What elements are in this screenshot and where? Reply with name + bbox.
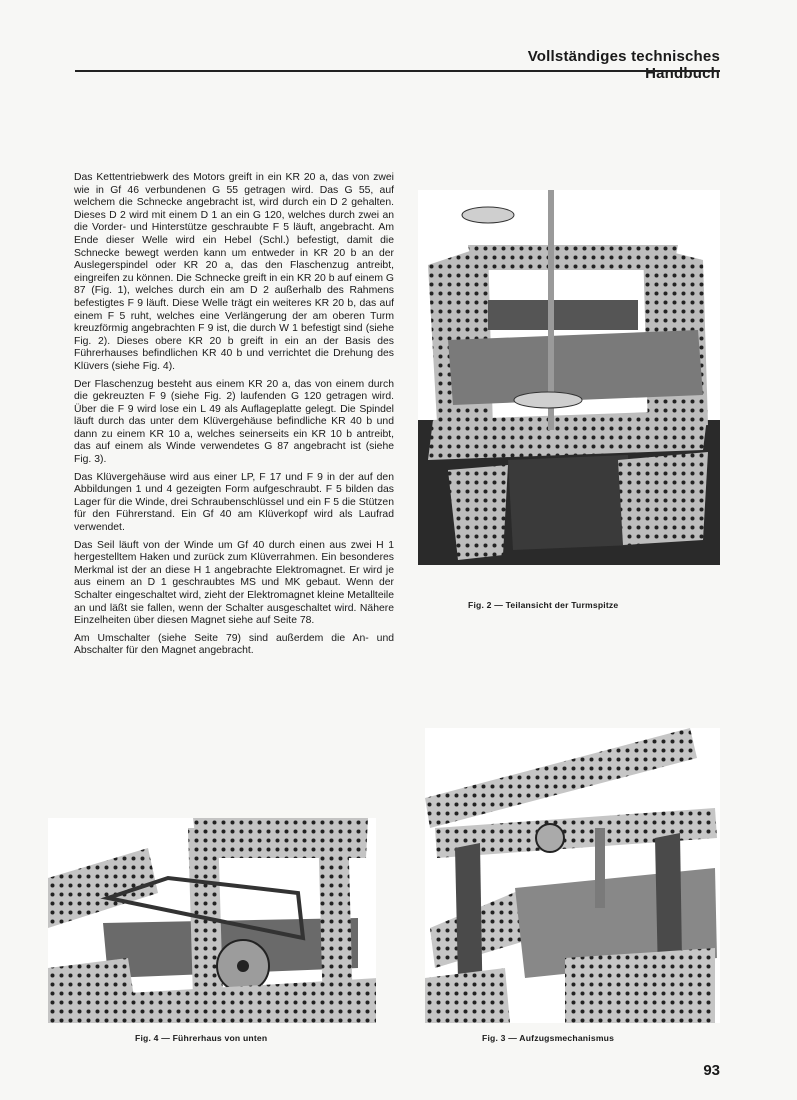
fig4-photo	[48, 818, 376, 1023]
fig3-photo	[425, 728, 720, 1023]
fig4-caption: Fig. 4 — Führerhaus von unten	[135, 1033, 268, 1043]
page-number: 93	[703, 1062, 720, 1079]
header-rule	[75, 70, 720, 72]
paragraph-4: Das Seil läuft von der Winde um Gf 40 durch einen aus zwei H 1 hergestelltem Haken und zurück zum Klüverrahmen. Ein besonderes Merkmal ist der an diese H 1 angebrachte Elektromagnet. Er wird je aus einem an D 1 geschraubtes MS und MK gebaut. Wenn der Schalter eingeschaltet wird, zieht der Elektromagnet kleine Metallteile an und läßt sie fallen, wenn der Schalter ausgeschaltet wird. Nähere Einzelheiten über diesen Magnet siehe auf Seite 78.	[74, 539, 394, 627]
paragraph-5: Am Umschalter (siehe Seite 79) sind außerdem die An- und Abschalter für den Magnet angebracht.	[74, 632, 394, 657]
paragraph-1: Das Kettentriebwerk des Motors greift in ein KR 20 a, das von zwei wie in Gf 46 verbundenen G 55 getragen wird. Das G 55, auf welchem die Schnecke angebracht ist, wird durch ein D 2 gehalten. Dieses D 2 wird mit einem D 1 an ein G 120, welches durch zwei an die Vorder- und Hinterstütze geschraubte F 5 läuft, angebracht. Am Ende dieser Welle wird ein Hebel (Schl.) befestigt, damit die Schnecke bewegt werden kann um entweder in KR 20 b an der Auslegerspindel oder KR 20 a, das den Flaschenzug antreibt, eingreifen zu können. Die Schnecke greift in ein KR 20 b auf einem G 87 (Fig. 1), welches durch ein am D 2 außerhalb des Rahmens befestigtes F 9 läuft. Diese Welle trägt ein weiteres KR 20 b, das auf einem F 5 ruht, welches eine Verlängerung der am oberen Turm kreuzförmig angebrachten F 9 ist, die durch W 1 befestigt sind (siehe Fig. 2). Dieses obere KR 20 b greift in ein an der Basis des Führerhauses befindlichen KR 40 b und verrichtet die Drehung des Klüvers (siehe Fig. 4).	[74, 172, 394, 372]
paragraph-2: Der Flaschenzug besteht aus einem KR 20 a, das von einem durch die gekreuzten F 9 (siehe Fig. 2) laufenden G 120 getragen wird. Über die F 9 wird lose ein L 49 als Auflageplatte gelegt. Die Spindel läuft durch das unter dem Klüvergehäuse befindliche KR 40 b und dann zu einem KR 10 a, welches seinerseits ein KR 10 b antreibt, das auf einem als Winde verwendetes G 87 angebracht ist (siehe Fig. 3).	[74, 378, 394, 466]
fig2-photo	[418, 190, 720, 565]
fig2-caption: Fig. 2 — Teilansicht der Turmspitze	[468, 600, 619, 610]
fig3-caption: Fig. 3 — Aufzugsmechanismus	[482, 1033, 615, 1043]
body-text	[74, 172, 394, 663]
running-header-title: Vollständiges technisches Handbuch	[527, 48, 720, 82]
paragraph-3: Das Klüvergehäuse wird aus einer LP, F 17 und F 9 in der auf den Abbildungen 1 und 4 gezeigten Form aufgeschraubt. F 5 bilden das Lager für die Winde, drei Schraubenschlüssel und ein F 5 die Stützen für den Führerstand. Ein Gf 40 am Klüverkopf wird als Laufrad verwendet.	[74, 471, 394, 534]
